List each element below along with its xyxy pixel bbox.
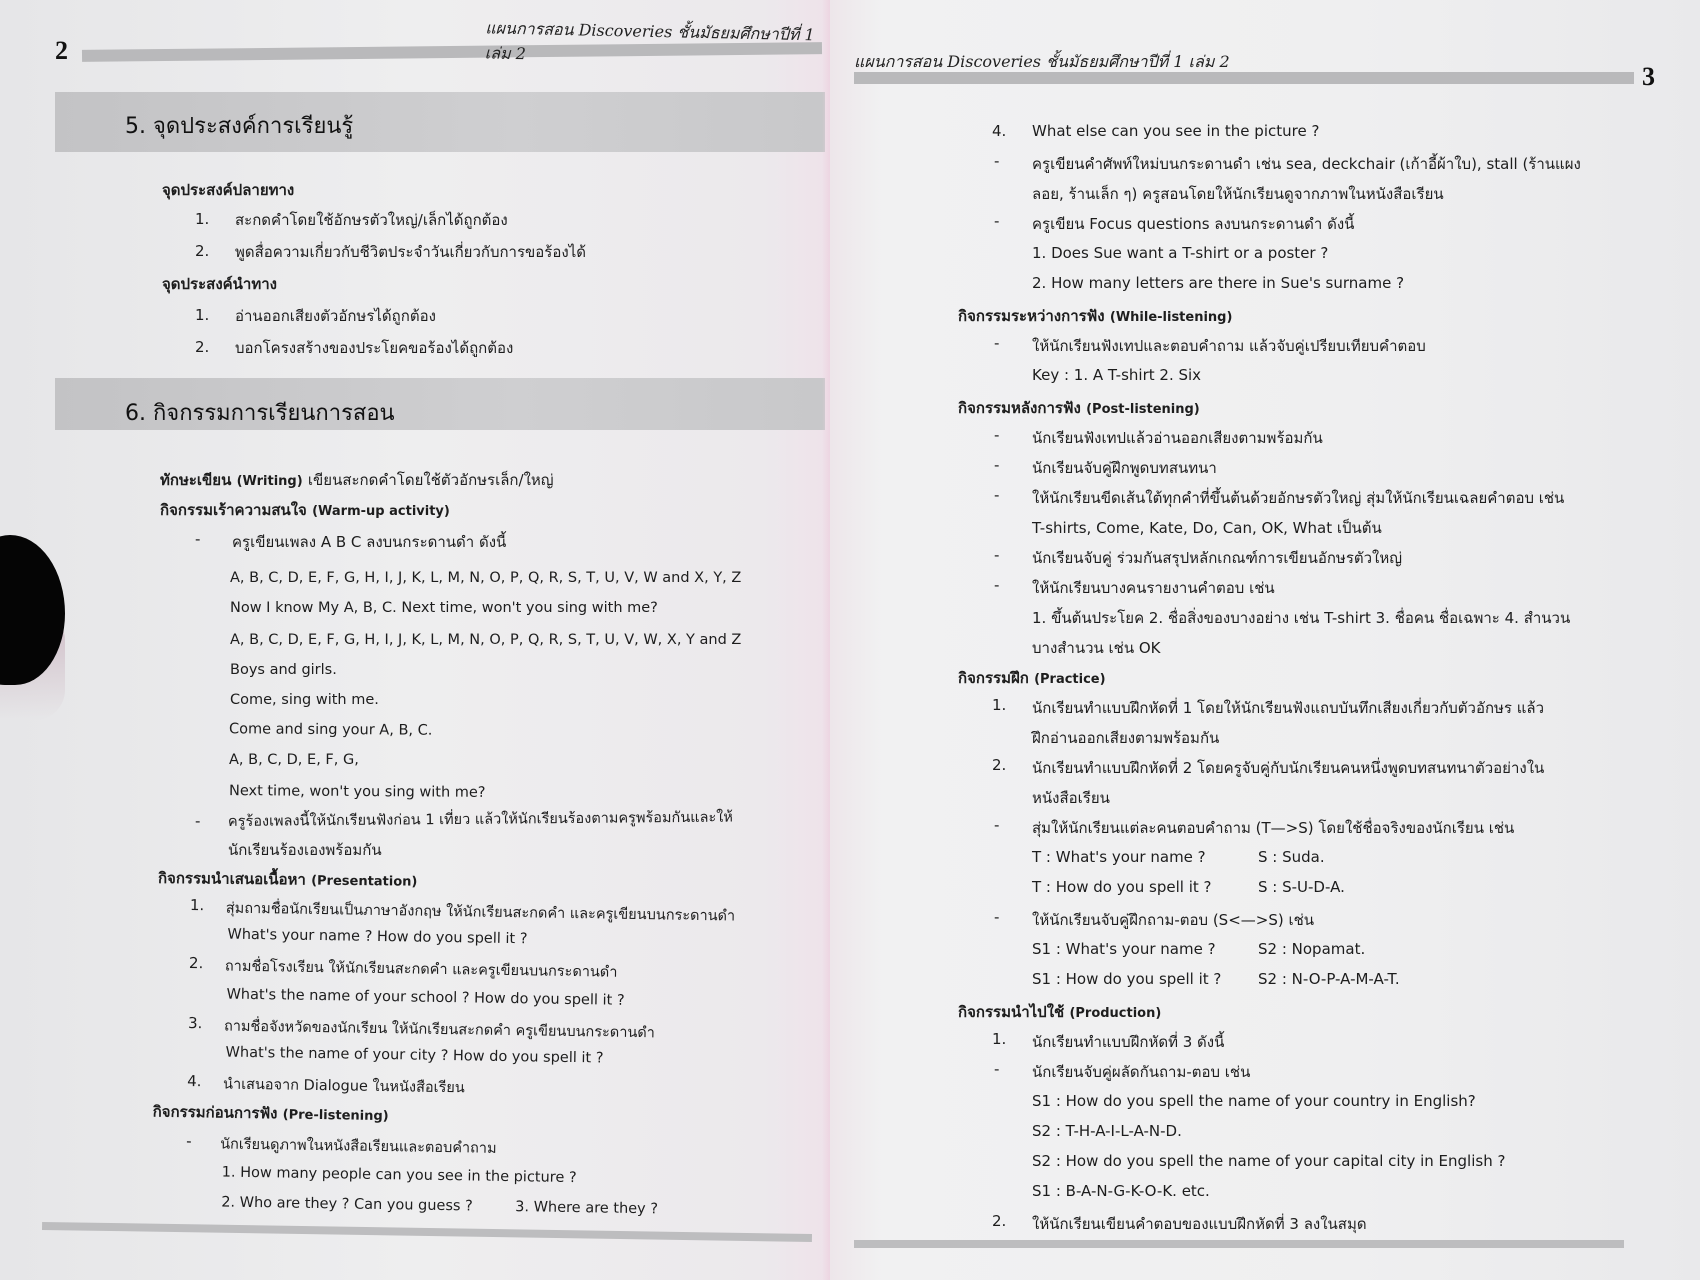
item-num: 1. (992, 696, 1007, 714)
bullet-dash: - (994, 908, 1000, 926)
production-heading (958, 1000, 1161, 1024)
warmup-bullet: ครูเขียนเพลง A B C ลงบนกระดานดำ ดังนี้ (232, 533, 507, 551)
objective-num: 2. (195, 242, 210, 260)
bullet-dash: - (195, 530, 201, 548)
dialog-answer: S : Suda. (1258, 848, 1325, 866)
footer-rule (42, 1222, 812, 1242)
bullet-dash: - (994, 816, 1000, 834)
warmup-bullet-cont: นักเรียนร้องเองพร้อมกัน (228, 841, 382, 859)
heading-en: (Pre-listening) (282, 1107, 389, 1125)
song-line: A, B, C, D, E, F, G, (229, 752, 359, 768)
bullet-dash: - (994, 486, 1000, 504)
bullet-dash: - (994, 576, 1000, 594)
item-text: ถามชื่อจังหวัดของนักเรียน ให้นักเรียนสะกดคำ ครูเขียนบนกระดานดำ (223, 1018, 656, 1042)
song-line: A, B, C, D, E, F, G, H, I, J, K, L, M, N, O, P, Q, R, S, T, U, V, W, X, Y and Z (230, 632, 742, 648)
enabling-objectives-heading: จุดประสงค์นำทาง (162, 275, 277, 293)
vocab-bullet: ครูเขียนคำศัพท์ใหม่บนกระดานดำ เช่น sea, deckchair (เก้าอี้ผ้าใบ), stall (ร้านแผง (1032, 155, 1581, 173)
post-bullet: ให้นักเรียนขีดเส้นใต้ทุกคำที่ขึ้นต้นด้วยอักษรตัวใหญ่ สุ่มให้นักเรียนเฉลยคำตอบ เช่น (1032, 489, 1565, 507)
item-text: นักเรียนทำแบบฝึกหัดที่ 1 โดยให้นักเรียนฟังแถบบันทึกเสียงเกี่ยวกับตัวอักษร แล้ว (1032, 699, 1545, 717)
song-line: Come, sing with me. (230, 692, 379, 708)
presentation-heading (158, 866, 418, 893)
dialog-question: S1 : How do you spell it ? (1032, 970, 1222, 988)
bullet-dash: - (994, 152, 1000, 170)
vocab-bullet-cont: ลอย, ร้านเล็ก ๆ) ครูสอนโดยให้นักเรียนดูจากภาพในหนังสือเรียน (1032, 185, 1444, 203)
song-line: A, B, C, D, E, F, G, H, I, J, K, L, M, N, O, P, Q, R, S, T, U, V, W and X, Y, Z (230, 570, 742, 586)
song-line: Now I know My A, B, C. Next time, won't you sing with me? (230, 600, 658, 616)
item-text: นักเรียนทำแบบฝึกหัดที่ 3 ดังนี้ (1032, 1033, 1225, 1051)
while-bullet: ให้นักเรียนฟังเทปและตอบคำถาม แล้วจับคู่เปรียบเทียบคำตอบ (1032, 337, 1426, 355)
bullet-dash: - (994, 212, 1000, 230)
bullet-dash: - (994, 546, 1000, 564)
heading-th: กิจกรรมนำเสนอเนื้อหา (157, 869, 306, 889)
focus-bullet: ครูเขียน Focus questions ลงบนกระดานดำ ดังนี้ (1032, 215, 1355, 233)
dialog-answer: S2 : N-O-P-A-M-A-T. (1258, 970, 1400, 988)
item-num: 4. (992, 122, 1007, 140)
item-num: 3. (187, 1013, 203, 1033)
prelistening-question: 3. Where are they ? (515, 1199, 659, 1218)
heading-th: กิจกรรมหลังการฟัง (958, 399, 1081, 417)
production-dialog-line: S1 : How do you spell the name of your country in English? (1032, 1092, 1476, 1110)
heading-en: (While-listening) (1109, 310, 1233, 325)
heading-en: (Production) (1069, 1006, 1162, 1021)
left-page (0, 0, 830, 1280)
running-head: แผนการสอน Discoveries ชั้นมัธยมศึกษาปีที่ 1 เล่ม 2 (854, 52, 1230, 71)
heading-en: (Writing) (236, 474, 303, 489)
dialog-answer: S : S-U-D-A. (1258, 878, 1345, 896)
prelistening-heading (152, 1099, 388, 1127)
objective-text: บอกโครงสร้างของประโยคขอร้องได้ถูกต้อง (235, 339, 514, 357)
item-example: What's the name of your city ? How do you spell it ? (225, 1044, 604, 1067)
dialog-answer: S2 : Nopamat. (1258, 940, 1366, 958)
bullet-dash: - (186, 1131, 192, 1151)
item-text: สุ่มถามชื่อนักเรียนเป็นภาษาอังกฤษ ให้นักเรียนสะกดคำ และครูเขียนบนกระดานดำ (225, 900, 736, 925)
dialog-question: S1 : What's your name ? (1032, 940, 1216, 958)
item-num: 1. (189, 896, 205, 915)
practice-heading (958, 666, 1106, 690)
item-text: ให้นักเรียนเขียนคำตอบของแบบฝึกหัดที่ 3 ลงในสมุด (1032, 1215, 1367, 1233)
item-text-cont: หนังสือเรียน (1032, 789, 1110, 807)
heading-th: กิจกรรมนำไปใช้ (958, 1003, 1065, 1021)
item-num: 1. (992, 1030, 1007, 1048)
heading-en: (Post-listening) (1086, 402, 1200, 417)
post-bullet: ให้นักเรียนบางคนรายงานคำตอบ เช่น (1032, 579, 1275, 597)
item-num: 2. (188, 953, 204, 973)
right-page (830, 0, 1700, 1280)
page-number: 2 (55, 36, 68, 65)
post-bullet-cont: บางสำนวน เช่น OK (1032, 639, 1161, 657)
bullet-dash: - (195, 812, 201, 830)
production-dialog-line: S2 : How do you spell the name of your capital city in English ? (1032, 1152, 1506, 1170)
production-dialog-line: S2 : T-H-A-I-L-A-N-D. (1032, 1122, 1182, 1140)
warmup-heading (160, 498, 450, 522)
header-rule (854, 72, 1634, 84)
skill-desc: เขียนสะกดคำโดยใช้ตัวอักษรเล็ก/ใหญ่ (307, 471, 554, 489)
item-num: 2. (992, 756, 1007, 774)
post-bullet: นักเรียนจับคู่ฝึกพูดบทสนทนา (1032, 459, 1217, 477)
item-text: นักเรียนทำแบบฝึกหัดที่ 2 โดยครูจับคู่กับนักเรียนคนหนึ่งพูดบทสนทนาตัวอย่างใน (1032, 759, 1545, 777)
song-line: Come and sing your A, B, C. (228, 721, 433, 739)
item-num: 4. (187, 1071, 202, 1091)
heading-th: กิจกรรมเร้าความสนใจ (160, 501, 307, 519)
prelistening-question: 2. Who are they ? Can you guess ? (221, 1194, 473, 1215)
song-line: Boys and girls. (230, 662, 337, 678)
dialog-question: T : What's your name ? (1032, 848, 1206, 866)
writing-skill-heading (160, 468, 554, 492)
item-example: What's the name of your school ? How do you spell it ? (226, 986, 625, 1009)
focus-question: 1. Does Sue want a T-shirt or a poster ? (1032, 244, 1329, 262)
heading-th: กิจกรรมก่อนการฟัง (152, 1102, 278, 1123)
heading-th: กิจกรรมระหว่างการฟัง (958, 307, 1105, 325)
page-number: 3 (1642, 62, 1655, 91)
item-text: What else can you see in the picture ? (1032, 122, 1320, 140)
prelistening-bullet: นักเรียนดูภาพในหนังสือเรียนและตอบคำถาม (220, 1136, 497, 1157)
heading-th: ทักษะเขียน (160, 471, 232, 489)
heading-en: (Presentation) (311, 873, 418, 890)
practice-bullet: ให้นักเรียนจับคู่ฝึกถาม-ตอบ (S<—>S) เช่น (1032, 911, 1315, 929)
bullet-dash: - (994, 1060, 1000, 1078)
bullet-dash: - (994, 334, 1000, 352)
prelistening-question: 1. How many people can you see in the picture ? (221, 1164, 577, 1187)
song-line: Next time, won't you sing with me? (228, 783, 486, 801)
post-bullet: นักเรียนจับคู่ ร่วมกันสรุปหลักเกณฑ์การเขียนอักษรตัวใหญ่ (1032, 549, 1403, 567)
while-listening-heading (958, 304, 1232, 328)
objective-text: สะกดคำโดยใช้อักษรตัวใหญ่/เล็กได้ถูกต้อง (235, 211, 508, 229)
section-6-title: 6. กิจกรรมการเรียนการสอน (125, 401, 395, 426)
item-text-cont: ฝึกอ่านออกเสียงตามพร้อมกัน (1032, 729, 1220, 747)
post-bullet-cont: 1. ขึ้นต้นประโยค 2. ชื่อสิ่งของบางอย่าง เช่น T-shirt 3. ชื่อคน ชื่อเฉพาะ 4. สำนวน (1032, 609, 1571, 627)
footer-rule (854, 1240, 1624, 1248)
production-dialog-line: S1 : B-A-N-G-K-O-K. etc. (1032, 1182, 1210, 1200)
objective-num: 1. (195, 210, 210, 228)
heading-en: (Practice) (1034, 672, 1106, 687)
post-bullet: นักเรียนฟังเทปแล้วอ่านออกเสียงตามพร้อมกัน (1032, 429, 1323, 447)
running-head: แผนการสอน Discoveries ชั้นมัธยมศึกษาปีที่ 1 เล่ม 2 (484, 18, 815, 64)
heading-th: กิจกรรมฝึก (958, 669, 1029, 687)
production-bullet: นักเรียนจับคู่ผลัดกันถาม-ตอบ เช่น (1032, 1063, 1251, 1081)
bullet-dash: - (994, 456, 1000, 474)
objective-num: 2. (195, 338, 210, 356)
item-num: 2. (992, 1212, 1007, 1230)
dialog-question: T : How do you spell it ? (1032, 878, 1212, 896)
post-bullet-cont: T-shirts, Come, Kate, Do, Can, OK, What เป็นต้น (1032, 519, 1382, 537)
item-text: ถามชื่อโรงเรียน ให้นักเรียนสะกดคำ และครูเขียนบนกระดานดำ (224, 958, 618, 981)
bullet-dash: - (994, 426, 1000, 444)
practice-bullet: สุ่มให้นักเรียนแต่ละคนตอบคำถาม (T—>S) โดยใช้ชื่อจริงของนักเรียน เช่น (1032, 819, 1515, 837)
answer-key: Key : 1. A T-shirt 2. Six (1032, 366, 1202, 384)
post-listening-heading (958, 396, 1200, 420)
heading-en: (Warm-up activity) (312, 504, 450, 519)
item-text: นำเสนอจาก Dialogue ในหนังสือเรียน (222, 1076, 465, 1097)
focus-question: 2. How many letters are there in Sue's surname ? (1032, 274, 1405, 292)
objective-text: พูดสื่อความเกี่ยวกับชีวิตประจำวันเกี่ยวกับการขอร้องได้ (235, 243, 586, 261)
warmup-bullet: ครูร้องเพลงนี้ให้นักเรียนฟังก่อน 1 เที่ยว แล้วให้นักเรียนร้องตามครูพร้อมกันและให้ (227, 809, 733, 830)
objective-num: 1. (195, 306, 210, 324)
section-5-title: 5. จุดประสงค์การเรียนรู้ (125, 114, 354, 139)
item-example: What's your name ? How do you spell it ? (227, 926, 528, 948)
terminal-objectives-heading: จุดประสงค์ปลายทาง (162, 181, 295, 199)
objective-text: อ่านออกเสียงตัวอักษรได้ถูกต้อง (235, 307, 436, 325)
